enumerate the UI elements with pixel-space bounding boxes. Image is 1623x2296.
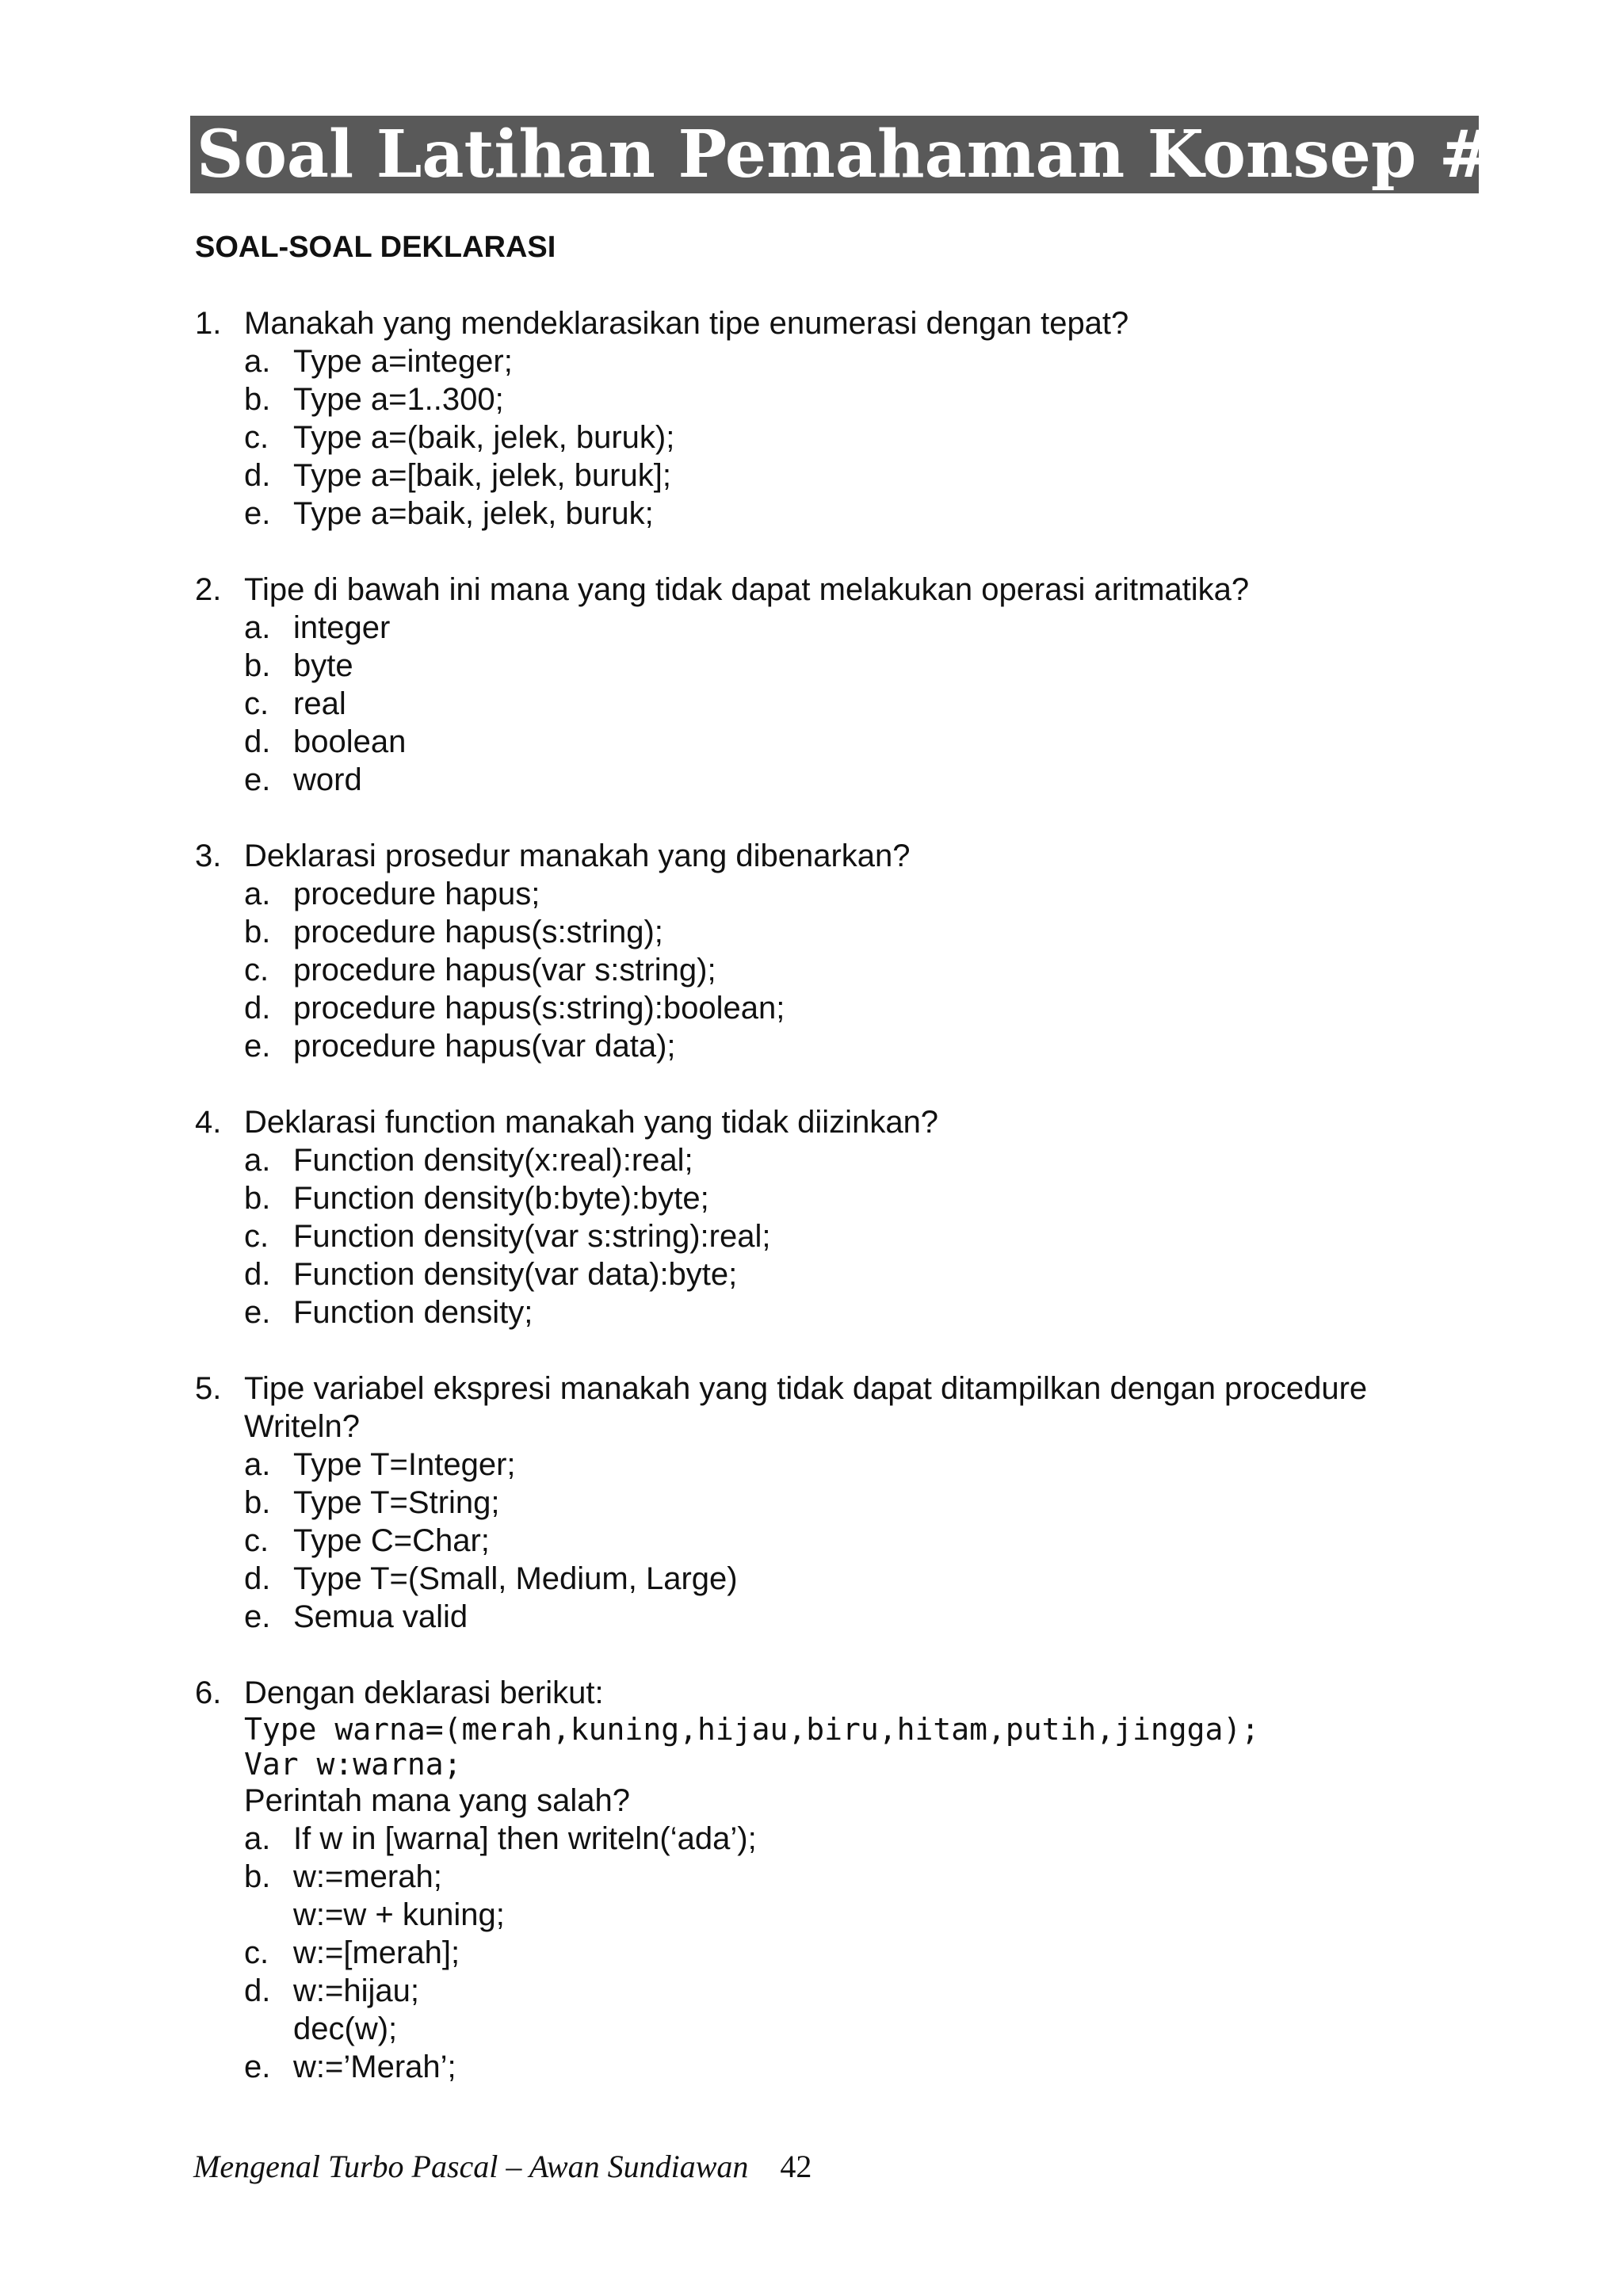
option-text: procedure hapus(var data); — [293, 1029, 676, 1064]
option-e — [195, 2048, 1479, 2086]
option-letter: b. — [244, 382, 271, 417]
question-text — [195, 1674, 1479, 1712]
option-text: Type a=1..300; — [293, 382, 504, 417]
option-letter: a. — [244, 1821, 271, 1856]
option-letter: a. — [244, 877, 271, 911]
option-d — [195, 1255, 1479, 1293]
option-text: integer — [293, 610, 391, 645]
option-c — [195, 1217, 1479, 1255]
question-text — [195, 837, 1479, 875]
option-letter: c. — [244, 1935, 269, 1970]
question-text — [195, 1370, 1479, 1408]
question-3 — [195, 837, 1479, 1065]
option-letter: c. — [244, 420, 269, 455]
option-a — [195, 1820, 1479, 1858]
title-bar — [190, 116, 1539, 193]
footer-text: Mengenal Turbo Pascal – Awan Sundiawan — [193, 2149, 749, 2184]
option-d — [195, 457, 1479, 495]
option-d — [195, 1972, 1479, 2010]
question-prompt: Deklarasi function manakah yang tidak diizinkan? — [244, 1105, 939, 1140]
option-text: Function density(b:byte):byte; — [293, 1181, 709, 1216]
option-text: w:=’Merah’; — [293, 2050, 456, 2084]
option-letter: d. — [244, 724, 271, 759]
code-line: Var w:warna; — [244, 1747, 462, 1782]
page-title: Soal Latihan Pemahaman Konsep #1 — [197, 117, 1539, 193]
option-a — [195, 1141, 1479, 1179]
question-number: 1. — [195, 306, 222, 341]
code-line: Type warna=(merah,kuning,hijau,biru,hitam,putih,jingga); — [244, 1712, 1260, 1747]
option-text-continued: dec(w); — [293, 2011, 398, 2046]
option-letter: d. — [244, 1257, 271, 1292]
option-text: Type a=(baik, jelek, buruk); — [293, 420, 675, 455]
option-letter: d. — [244, 1973, 271, 2008]
option-text: procedure hapus(var s:string); — [293, 953, 716, 988]
option-c — [195, 1934, 1479, 1972]
option-a — [195, 609, 1479, 647]
option-c — [195, 1522, 1479, 1560]
option-text: Type T=Integer; — [293, 1447, 516, 1482]
option-letter: d. — [244, 458, 271, 493]
option-c — [195, 951, 1479, 989]
question-text-continued: Writeln? — [244, 1409, 360, 1444]
question-6 — [195, 1674, 1479, 2086]
question-text — [195, 1103, 1479, 1141]
option-text: Function density(x:real):real; — [293, 1143, 693, 1178]
option-text: Type a=baik, jelek, buruk; — [293, 496, 654, 531]
option-text: w:=hijau; — [293, 1973, 419, 2008]
option-letter: e. — [244, 1295, 271, 1330]
option-letter: c. — [244, 1523, 269, 1558]
option-e — [195, 495, 1479, 533]
option-text: Function density(var s:string):real; — [293, 1219, 771, 1254]
option-text: Type T=(Small, Medium, Large) — [293, 1561, 738, 1596]
page-footer — [193, 2148, 812, 2186]
option-e — [195, 1293, 1479, 1331]
question-5 — [195, 1370, 1479, 1636]
option-letter: b. — [244, 1181, 271, 1216]
option-letter: b. — [244, 648, 271, 683]
question-prompt: Manakah yang mendeklarasikan tipe enumerasi dengan tepat? — [244, 306, 1129, 341]
option-text: Function density(var data):byte; — [293, 1257, 738, 1292]
option-letter: c. — [244, 686, 269, 721]
option-text: Semua valid — [293, 1599, 468, 1634]
question-number: 6. — [195, 1675, 222, 1710]
option-text: Type a=[baik, jelek, buruk]; — [293, 458, 671, 493]
option-letter: a. — [244, 610, 271, 645]
option-letter: d. — [244, 991, 271, 1026]
option-d — [195, 989, 1479, 1027]
option-letter: e. — [244, 2050, 271, 2084]
option-a — [195, 342, 1479, 380]
question-prompt: Deklarasi prosedur manakah yang dibenarkan? — [244, 839, 911, 873]
option-letter: e. — [244, 1029, 271, 1064]
question-2 — [195, 571, 1479, 799]
option-text: procedure hapus(s:string); — [293, 915, 663, 949]
option-e — [195, 1598, 1479, 1636]
question-list — [195, 304, 1479, 2124]
option-text-continued: w:=w + kuning; — [293, 1897, 505, 1932]
option-text: w:=[merah]; — [293, 1935, 460, 1970]
option-letter: c. — [244, 953, 269, 988]
option-e — [195, 761, 1479, 799]
option-text: procedure hapus; — [293, 877, 540, 911]
question-number: 3. — [195, 839, 222, 873]
option-letter: b. — [244, 915, 271, 949]
option-text: Type C=Char; — [293, 1523, 490, 1558]
section-heading: SOAL-SOAL DEKLARASI — [195, 231, 556, 264]
question-number: 2. — [195, 572, 222, 607]
page-number: 42 — [780, 2149, 812, 2184]
option-letter: b. — [244, 1859, 271, 1894]
question-prompt: Tipe variabel ekspresi manakah yang tidak dapat ditampilkan dengan procedure — [244, 1371, 1368, 1406]
option-text: w:=merah; — [293, 1859, 442, 1894]
question-number: 4. — [195, 1105, 222, 1140]
question-1 — [195, 304, 1479, 533]
option-letter: c. — [244, 1219, 269, 1254]
option-text: word — [293, 762, 362, 797]
option-b — [195, 1484, 1479, 1522]
option-letter: e. — [244, 762, 271, 797]
option-b — [195, 913, 1479, 951]
question-4 — [195, 1103, 1479, 1331]
option-d — [195, 1560, 1479, 1598]
option-b — [195, 380, 1479, 418]
option-text: procedure hapus(s:string):boolean; — [293, 991, 785, 1026]
option-c — [195, 418, 1479, 457]
option-text: Type T=String; — [293, 1485, 500, 1520]
option-letter: b. — [244, 1485, 271, 1520]
option-letter: e. — [244, 496, 271, 531]
option-letter: a. — [244, 344, 271, 379]
option-b — [195, 647, 1479, 685]
question-text — [195, 304, 1479, 342]
option-b — [195, 1858, 1479, 1896]
question-text — [195, 571, 1479, 609]
option-text: boolean — [293, 724, 407, 759]
option-a — [195, 1446, 1479, 1484]
option-b — [195, 1179, 1479, 1217]
option-d — [195, 723, 1479, 761]
question-prompt: Tipe di bawah ini mana yang tidak dapat melakukan operasi aritmatika? — [244, 572, 1250, 607]
question-prompt: Dengan deklarasi berikut: — [244, 1675, 604, 1710]
option-a — [195, 875, 1479, 913]
option-letter: a. — [244, 1143, 271, 1178]
question-number: 5. — [195, 1371, 222, 1406]
question-note: Perintah mana yang salah? — [244, 1783, 630, 1818]
option-letter: d. — [244, 1561, 271, 1596]
option-e — [195, 1027, 1479, 1065]
option-letter: a. — [244, 1447, 271, 1482]
option-c — [195, 685, 1479, 723]
option-text: Type a=integer; — [293, 344, 513, 379]
option-text: If w in [warna] then writeln(‘ada’); — [293, 1821, 757, 1856]
option-text: byte — [293, 648, 353, 683]
option-letter: e. — [244, 1599, 271, 1634]
option-text: Function density; — [293, 1295, 533, 1330]
option-text: real — [293, 686, 346, 721]
